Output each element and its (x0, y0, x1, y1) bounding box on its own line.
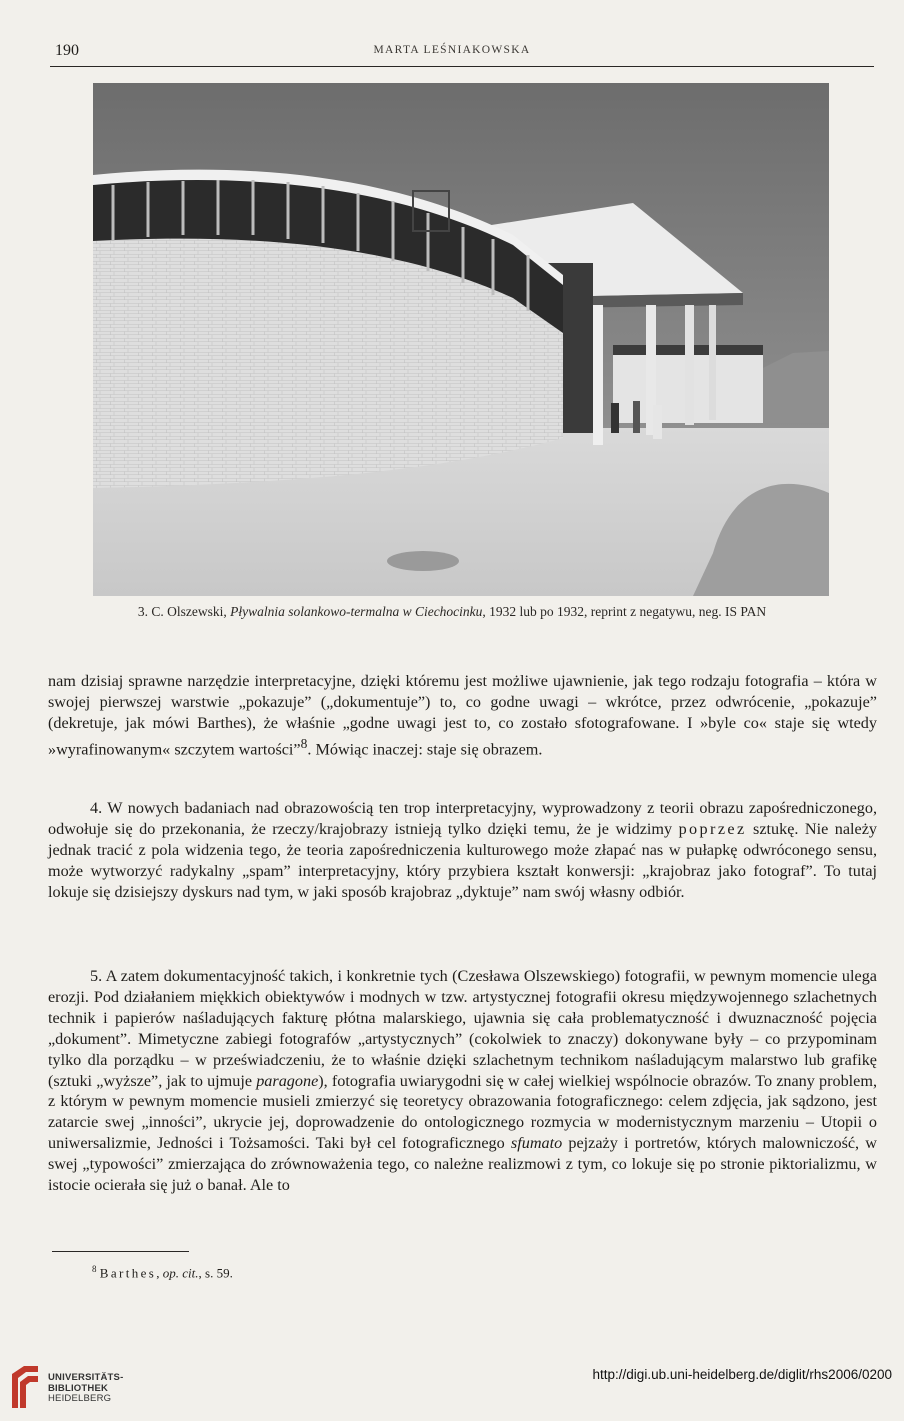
library-name (48, 1373, 123, 1405)
library-name-line-2: BIBLIOTHEK (48, 1382, 109, 1394)
paragraph-3-italic-sfumato: sfumato (510, 1134, 563, 1153)
library-name-line-3: HEIDELBERG (48, 1393, 112, 1404)
caption-prefix: 3. C. Olszewski, (137, 604, 231, 619)
library-logo-icon (8, 1362, 42, 1410)
paragraph-3-italic-paragone: paragone (256, 1071, 319, 1090)
source-url-link[interactable]: http://digi.ub.uni-heidelberg.de/diglit/rhs2006/0200 (592, 1367, 892, 1382)
paragraph-2-text-b: sztukę. Nie należy jednak tracić z pola widzenia tego, że teoria zapośredniczenia kulturowego może złapać nas w pułapkę odwróconego sensu, może wytworzyć radykalny „spam” interpretacyjny, który przybiera kształt konwersji: „krajobraz jako fotograf”. To tutaj lokuje się dzisiejszy dyskurs nad tym, w jaki sposób krajobraz „dyktuje” nam swój własny odbiór. (48, 819, 877, 901)
footnote-mark: 8 (92, 1264, 97, 1274)
footnote-page: , s. 59. (198, 1265, 233, 1281)
page-number: 190 (55, 42, 79, 59)
library-name-line-1: UNIVERSITÄTS- (48, 1372, 124, 1383)
paragraph-1 (48, 671, 877, 760)
footnote-8: $^8$ Barthes, op. cit., s. 59. (92, 1264, 233, 1281)
paragraph-3 (48, 966, 877, 1196)
footnote-cit: op. cit. (162, 1265, 199, 1281)
paragraph-3-text-a: 5. A zatem dokumentacyjność takich, i konkretnie tych (Czesława Olszewskiego) fotografii, w pewnym momencie ulega erozji. Pod działaniem miękkich obiektywów i modnych w tzw. artystycznej fotografii okresu międzywojennego szlachetnych technik i papierów naśladujących fakturę płótna malarskiego, ujawnia się cała problematyczność i dwuznaczność pojęcia „dokument”. Mimetyczne zabiegi fotografów „artystycznych” (cokolwiek to znaczy) dokonywane były – co przypominam tylko dla porządku – w przeświadczeniu, że to właśnie dzięki szlachetnym technikom naśladującym malarstwo lub grafikę (sztuki „wyższe”, jak to ujmuje (48, 967, 877, 1090)
header-rule (50, 66, 874, 67)
paragraph-2 (48, 798, 877, 903)
footnote-author: Barthes (99, 1265, 157, 1281)
photograph-swimming-pool (93, 83, 829, 596)
paragraph-2-text-a: 4. W nowych badaniach nad obrazowością ten trop interpretacyjny, wyprowadzony z teorii obrazu zapośredniczonego, odwołuje się do przekonania, że rzeczy/krajobrazy istnieją tylko dzięki temu, że je widzimy (48, 799, 877, 838)
caption-title: Pływalnia solankowo-termalna w Ciechocinku (230, 604, 483, 619)
running-head: MARTA LEŚNIAKOWSKA (373, 44, 531, 56)
library-logo-block[interactable] (8, 1362, 123, 1410)
footnote-reference[interactable]: 8 (300, 735, 308, 751)
caption-suffix: , 1932 lub po 1932, reprint z negatywu, neg. IS PAN (482, 604, 767, 619)
paragraph-1-text: nam dzisiaj sprawne narzędzie interpretacyjne, dzięki któremu jest możliwe ujawnienie, jak tego rodzaju fotografia – która w swojej pierwszej warstwie „pokazuje” („dokumentuje”) to, co godne uwagi – wkrótce, przez odwrócenie, „pokazuje” (dekretuje, jak mówi Barthes), że właśnie „godne uwagi jest to, co zostało sfotografowane. I »byle co« staje się wtedy »wyrafinowanym« szczytem wartości” (48, 672, 877, 759)
footnote-rule (52, 1251, 189, 1252)
paragraph-3-text-c: pejzaży i portretów, których malowniczość, w swej „typowości” zmierzająca do zrównoważenia tego, co należne realizmowi z tym, co lokuje się po stronie piktorializmu, w istocie ocierała się już o banał. Ale to (48, 1134, 877, 1195)
paragraph-2-spaced-word: poprzez (678, 819, 747, 838)
figure-caption (0, 604, 904, 620)
paragraph-3-text-b: ), fotografia uwiarygodni się w całej wielkiej wspólnocie obrazów. To znany problem, z którym w pewnym momencie musieli zmierzyć się teoretycy obrazowania fotograficznego: celem zdjęcia, jak sądzono, jest zatarcie swej „inności”, ukrycie jej, doprowadzenie do ontologicznego rozmycia w modernistycznym marzeniu – Utopii o uniwersalizmie, Jedności i Tożsamości. Taki był cel fotograficznego (48, 1071, 878, 1153)
paragraph-1-end: . Mówiąc inaczej: staje się obrazem. (307, 740, 543, 759)
